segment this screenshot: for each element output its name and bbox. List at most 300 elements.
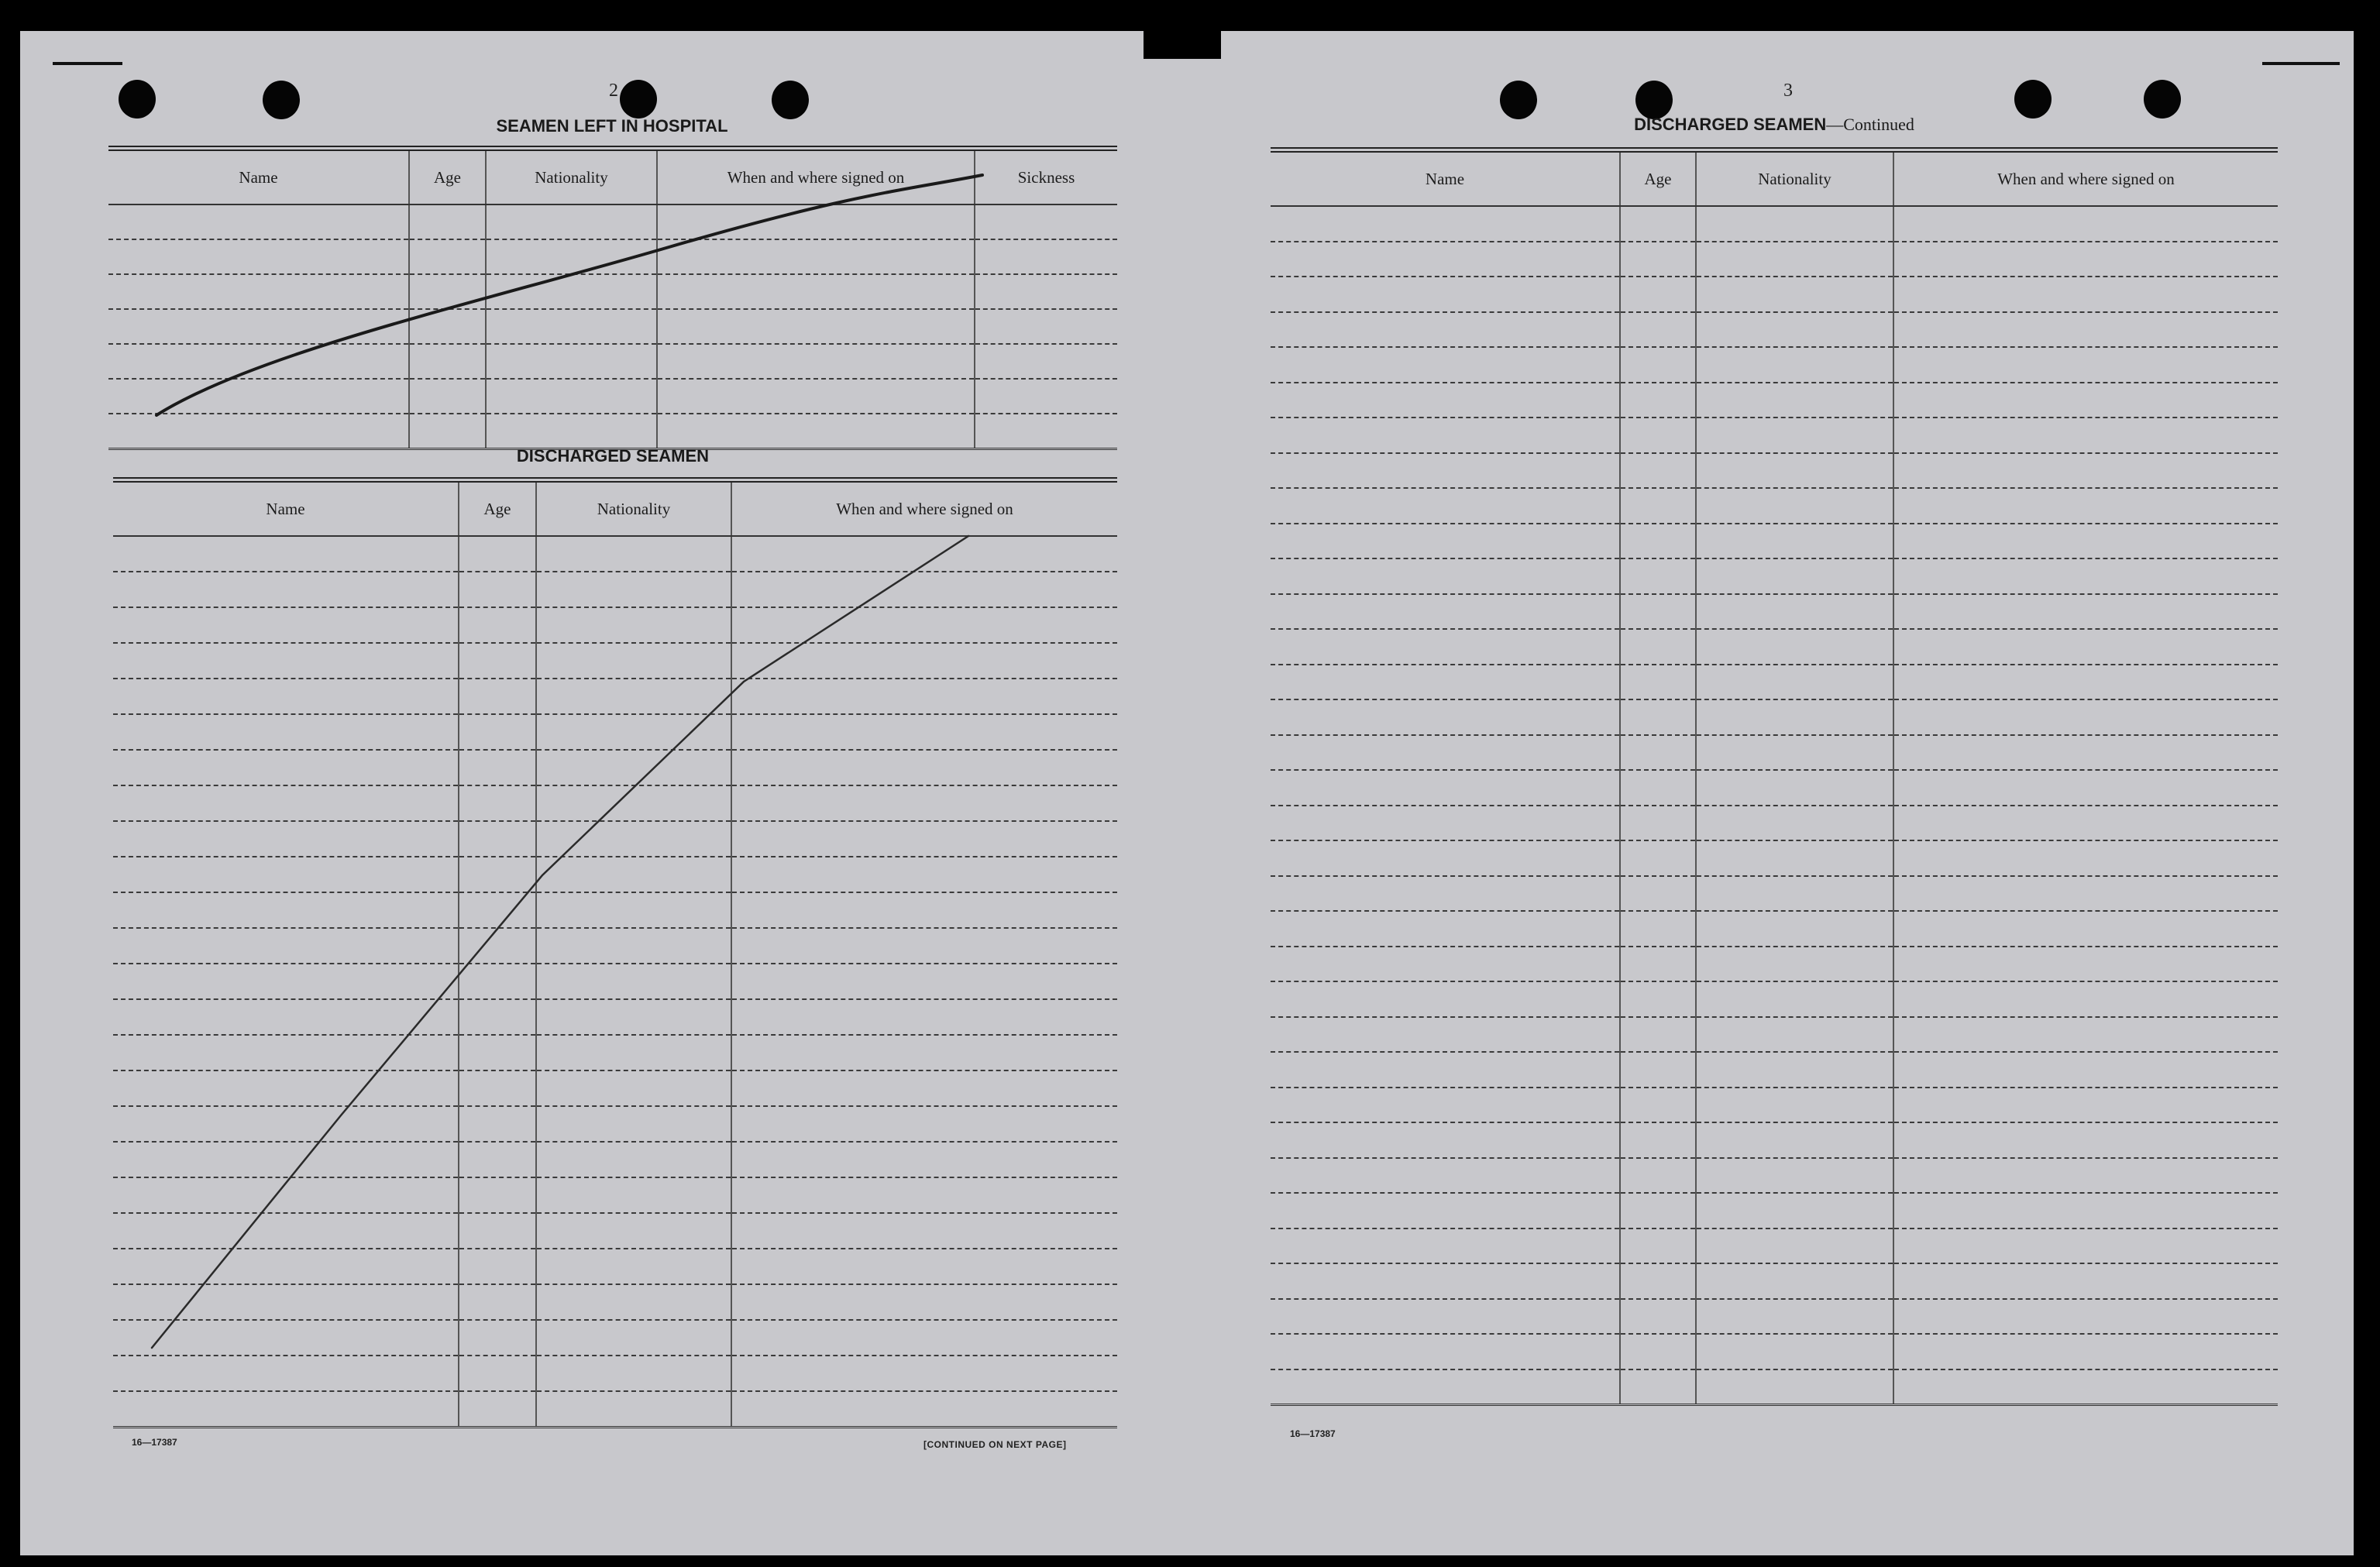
- table-cell: [1696, 418, 1893, 453]
- table-cell: [657, 274, 975, 309]
- table-cell: [1271, 383, 1620, 418]
- table-cell: [536, 999, 731, 1035]
- table-cell: [1893, 1017, 2278, 1053]
- table-cell: [113, 821, 459, 857]
- table-cell: [1696, 1229, 1893, 1264]
- table-cell: [536, 1035, 731, 1070]
- table-row: [113, 679, 1117, 714]
- table-row: [1271, 1122, 2278, 1158]
- table-cell: [1620, 981, 1696, 1017]
- table-row: [1271, 1017, 2278, 1053]
- column-header-name: Name: [108, 149, 409, 205]
- table-cell: [731, 536, 1117, 572]
- table-cell: [113, 1284, 459, 1320]
- table-cell: [731, 1391, 1117, 1427]
- table-cell: [1620, 1299, 1696, 1335]
- table-cell: [1696, 453, 1893, 489]
- table-cell: [1893, 911, 2278, 947]
- table-cell: [1620, 418, 1696, 453]
- table-row: [113, 999, 1117, 1035]
- table-cell: [731, 785, 1117, 821]
- table-cell: [1271, 558, 1620, 594]
- table-row: [113, 536, 1117, 572]
- table-cell: [1271, 1088, 1620, 1123]
- header-row: [113, 480, 1117, 537]
- hospital-table: [108, 146, 1117, 450]
- table-cell: [459, 1320, 536, 1356]
- table-cell: [459, 572, 536, 607]
- table-cell: [731, 572, 1117, 607]
- punch-hole: [1500, 81, 1537, 119]
- continued-note: [CONTINUED ON NEXT PAGE]: [923, 1439, 1067, 1450]
- table-row: [1271, 840, 2278, 876]
- table-cell: [1893, 1263, 2278, 1299]
- table-cell: [1893, 277, 2278, 312]
- table-row: [1271, 242, 2278, 277]
- table-cell: [459, 679, 536, 714]
- table-cell: [536, 679, 731, 714]
- table-row: [113, 607, 1117, 643]
- discharged-continued-table: [1271, 147, 2278, 1406]
- table-cell: [1271, 206, 1620, 242]
- table-row: [113, 1356, 1117, 1391]
- table-row: [108, 414, 1117, 448]
- table-row: [1271, 629, 2278, 665]
- table-cell: [459, 999, 536, 1035]
- table-cell: [1696, 911, 1893, 947]
- table-cell: [975, 309, 1117, 344]
- table-row: [113, 1249, 1117, 1284]
- title-bold: DISCHARGED SEAMEN: [1634, 115, 1827, 134]
- table-cell: [409, 344, 486, 379]
- table-row: [1271, 1193, 2278, 1229]
- table-cell: [459, 928, 536, 964]
- table-cell: [731, 1106, 1117, 1142]
- table-cell: [536, 1284, 731, 1320]
- table-cell: [1271, 981, 1620, 1017]
- table-cell: [459, 892, 536, 928]
- table-cell: [1271, 1263, 1620, 1299]
- table-cell: [1696, 383, 1893, 418]
- table-cell: [536, 536, 731, 572]
- table-row: [113, 1070, 1117, 1106]
- table-cell: [1620, 770, 1696, 806]
- table-cell: [486, 379, 657, 414]
- table-cell: [1271, 665, 1620, 700]
- torn-edge: [1144, 23, 1221, 59]
- table-cell: [1696, 629, 1893, 665]
- table-cell: [1271, 1193, 1620, 1229]
- table-cell: [1271, 1052, 1620, 1088]
- table-cell: [1893, 312, 2278, 348]
- table-cell: [536, 1391, 731, 1427]
- table-cell: [409, 309, 486, 344]
- table-cell: [536, 1106, 731, 1142]
- table-row: [113, 857, 1117, 892]
- table-row: [113, 750, 1117, 785]
- table-cell: [975, 414, 1117, 448]
- table-cell: [536, 821, 731, 857]
- table-cell: [731, 1070, 1117, 1106]
- table-cell: [1620, 1263, 1696, 1299]
- table-cell: [1620, 242, 1696, 277]
- column-header-name: Name: [1271, 150, 1620, 207]
- table-cell: [1893, 770, 2278, 806]
- table-cell: [1696, 665, 1893, 700]
- table-cell: [1696, 206, 1893, 242]
- table-cell: [1620, 383, 1696, 418]
- table-cell: [1271, 699, 1620, 735]
- section-title-discharged: DISCHARGED SEAMEN: [516, 446, 710, 466]
- table-cell: [536, 750, 731, 785]
- table-cell: [113, 607, 459, 643]
- table-row: [1271, 1263, 2278, 1299]
- table-cell: [1271, 629, 1620, 665]
- table-cell: [113, 999, 459, 1035]
- table-cell: [459, 1070, 536, 1106]
- table-cell: [536, 1356, 731, 1391]
- table-cell: [113, 1320, 459, 1356]
- table-cell: [113, 1142, 459, 1177]
- table-row: [113, 1035, 1117, 1070]
- table-cell: [657, 379, 975, 414]
- table-cell: [1620, 1122, 1696, 1158]
- table-cell: [1271, 1017, 1620, 1053]
- column-header-age: Age: [409, 149, 486, 205]
- table-cell: [657, 344, 975, 379]
- table-cell: [1620, 1158, 1696, 1194]
- table-cell: [459, 1177, 536, 1213]
- table-cell: [113, 1070, 459, 1106]
- table-cell: [1271, 242, 1620, 277]
- table-row: [113, 1320, 1117, 1356]
- table-cell: [1893, 1369, 2278, 1405]
- table-row: [1271, 453, 2278, 489]
- table-cell: [731, 1035, 1117, 1070]
- table-cell: [731, 821, 1117, 857]
- table-cell: [1620, 911, 1696, 947]
- table-cell: [1893, 1122, 2278, 1158]
- page-number: 2: [609, 81, 618, 101]
- punch-hole: [1635, 81, 1673, 119]
- table-cell: [113, 679, 459, 714]
- column-header-nationality: Nationality: [536, 480, 731, 537]
- table-cell: [1696, 1299, 1893, 1335]
- table-row: [1271, 806, 2278, 841]
- table-cell: [1271, 1229, 1620, 1264]
- table-cell: [1893, 1229, 2278, 1264]
- punch-hole: [2014, 80, 2052, 119]
- table-cell: [486, 344, 657, 379]
- table-row: [1271, 383, 2278, 418]
- table-cell: [459, 1249, 536, 1284]
- table-cell: [1271, 418, 1620, 453]
- table-cell: [731, 750, 1117, 785]
- table-cell: [459, 750, 536, 785]
- table-cell: [113, 1213, 459, 1249]
- table-cell: [1696, 312, 1893, 348]
- table-cell: [113, 928, 459, 964]
- table-cell: [1271, 277, 1620, 312]
- table-row: [113, 1142, 1117, 1177]
- table-cell: [108, 414, 409, 448]
- table-cell: [108, 204, 409, 239]
- table-cell: [1271, 806, 1620, 841]
- table-cell: [1620, 347, 1696, 383]
- table-cell: [536, 1142, 731, 1177]
- table-row: [108, 379, 1117, 414]
- table-cell: [536, 714, 731, 750]
- table-cell: [536, 643, 731, 679]
- table-row: [1271, 947, 2278, 982]
- table-row: [1271, 876, 2278, 912]
- table-cell: [113, 964, 459, 999]
- header-row: [108, 149, 1117, 205]
- table-cell: [657, 239, 975, 274]
- table-cell: [1893, 1088, 2278, 1123]
- table-cell: [409, 414, 486, 448]
- table-cell: [459, 1213, 536, 1249]
- table-cell: [1893, 594, 2278, 630]
- table-cell: [108, 344, 409, 379]
- section-title-discharged-continued: [1271, 115, 2278, 135]
- table-cell: [1893, 629, 2278, 665]
- table-cell: [536, 785, 731, 821]
- table-cell: [459, 536, 536, 572]
- table-cell: [409, 274, 486, 309]
- table-row: [113, 714, 1117, 750]
- column-header-signed-on: When and where signed on: [657, 149, 975, 205]
- table-cell: [113, 857, 459, 892]
- column-header-nationality: Nationality: [1696, 150, 1893, 207]
- table-cell: [731, 857, 1117, 892]
- table-cell: [975, 379, 1117, 414]
- page-number: 3: [1783, 81, 1793, 101]
- table-cell: [1696, 947, 1893, 982]
- table-cell: [1893, 840, 2278, 876]
- table-cell: [1696, 1158, 1893, 1194]
- table-row: [113, 821, 1117, 857]
- table-cell: [1620, 1088, 1696, 1123]
- table-cell: [536, 607, 731, 643]
- table-cell: [536, 964, 731, 999]
- table-cell: [1696, 806, 1893, 841]
- table-cell: [731, 999, 1117, 1035]
- table-cell: [1620, 1229, 1696, 1264]
- table-cell: [1893, 1334, 2278, 1369]
- table-cell: [1696, 770, 1893, 806]
- table-cell: [1271, 1369, 1620, 1405]
- table-cell: [731, 1284, 1117, 1320]
- table-cell: [113, 536, 459, 572]
- punch-hole: [2144, 80, 2181, 119]
- table-cell: [1696, 1263, 1893, 1299]
- table-cell: [1893, 524, 2278, 559]
- table-row: [1271, 981, 2278, 1017]
- table-cell: [459, 607, 536, 643]
- table-cell: [459, 1142, 536, 1177]
- table-cell: [1271, 524, 1620, 559]
- table-cell: [108, 274, 409, 309]
- table-cell: [731, 1320, 1117, 1356]
- table-cell: [1271, 735, 1620, 771]
- table-row: [1271, 735, 2278, 771]
- column-header-sickness: Sickness: [975, 149, 1117, 205]
- table-cell: [731, 1249, 1117, 1284]
- table-cell: [536, 928, 731, 964]
- table-cell: [1620, 840, 1696, 876]
- table-row: [113, 1391, 1117, 1427]
- table-cell: [1696, 594, 1893, 630]
- table-cell: [1893, 383, 2278, 418]
- table-row: [1271, 665, 2278, 700]
- table-cell: [975, 204, 1117, 239]
- header-row: [1271, 150, 2278, 207]
- table-cell: [536, 1249, 731, 1284]
- table-row: [1271, 277, 2278, 312]
- table-cell: [731, 1142, 1117, 1177]
- table-cell: [459, 1035, 536, 1070]
- table-cell: [1893, 876, 2278, 912]
- table-cell: [1271, 947, 1620, 982]
- table-cell: [113, 785, 459, 821]
- table-cell: [975, 344, 1117, 379]
- table-cell: [731, 928, 1117, 964]
- table-row: [113, 1284, 1117, 1320]
- table-row: [1271, 488, 2278, 524]
- table-cell: [1696, 876, 1893, 912]
- table-cell: [731, 892, 1117, 928]
- table-cell: [657, 309, 975, 344]
- table-row: [113, 785, 1117, 821]
- table-row: [1271, 1369, 2278, 1405]
- column-header-age: Age: [1620, 150, 1696, 207]
- table-cell: [1696, 347, 1893, 383]
- table-row: [1271, 524, 2278, 559]
- table-cell: [1271, 488, 1620, 524]
- table-cell: [486, 309, 657, 344]
- table-cell: [1893, 453, 2278, 489]
- table-cell: [1893, 1193, 2278, 1229]
- table-cell: [1271, 840, 1620, 876]
- section-title-hospital: SEAMEN LEFT IN HOSPITAL: [496, 116, 728, 136]
- table-row: [1271, 1158, 2278, 1194]
- table-cell: [1696, 1369, 1893, 1405]
- table-cell: [113, 1356, 459, 1391]
- table-cell: [1893, 558, 2278, 594]
- table-cell: [459, 714, 536, 750]
- table-cell: [459, 964, 536, 999]
- table-cell: [1620, 1052, 1696, 1088]
- table-cell: [1271, 1158, 1620, 1194]
- table-cell: [731, 964, 1117, 999]
- table-cell: [731, 643, 1117, 679]
- table-cell: [1620, 699, 1696, 735]
- table-cell: [459, 1356, 536, 1391]
- column-header-nationality: Nationality: [486, 149, 657, 205]
- column-header-signed-on: When and where signed on: [731, 480, 1117, 537]
- table-cell: [1696, 699, 1893, 735]
- edge-mark: [2262, 62, 2340, 65]
- table-cell: [113, 1249, 459, 1284]
- table-cell: [1893, 242, 2278, 277]
- table-row: [1271, 770, 2278, 806]
- table-cell: [1271, 1334, 1620, 1369]
- edge-mark: [53, 62, 122, 65]
- table-cell: [113, 714, 459, 750]
- table-cell: [113, 750, 459, 785]
- table-row: [108, 274, 1117, 309]
- table-cell: [113, 1106, 459, 1142]
- table-cell: [1696, 277, 1893, 312]
- table-cell: [486, 204, 657, 239]
- table-cell: [1271, 911, 1620, 947]
- table-cell: [1696, 488, 1893, 524]
- table-cell: [459, 857, 536, 892]
- table-cell: [108, 379, 409, 414]
- table-cell: [1620, 453, 1696, 489]
- table-cell: [1271, 1122, 1620, 1158]
- table-cell: [108, 309, 409, 344]
- table-cell: [1271, 594, 1620, 630]
- table-cell: [1696, 1122, 1893, 1158]
- table-cell: [1271, 453, 1620, 489]
- table-cell: [1893, 206, 2278, 242]
- title-suffix: —Continued: [1826, 115, 1914, 134]
- table-cell: [1893, 1052, 2278, 1088]
- table-cell: [975, 274, 1117, 309]
- table-cell: [1620, 629, 1696, 665]
- table-cell: [1893, 418, 2278, 453]
- table-row: [113, 643, 1117, 679]
- table-cell: [731, 607, 1117, 643]
- table-cell: [1696, 558, 1893, 594]
- table-cell: [1696, 840, 1893, 876]
- table-cell: [1620, 1193, 1696, 1229]
- table-cell: [1893, 665, 2278, 700]
- table-cell: [113, 572, 459, 607]
- table-cell: [731, 679, 1117, 714]
- table-row: [108, 239, 1117, 274]
- form-number: 16—17387: [132, 1437, 177, 1448]
- table-cell: [1620, 947, 1696, 982]
- table-cell: [975, 239, 1117, 274]
- table-cell: [1620, 524, 1696, 559]
- table-cell: [1271, 1299, 1620, 1335]
- table-row: [1271, 418, 2278, 453]
- table-row: [1271, 1052, 2278, 1088]
- table-cell: [486, 274, 657, 309]
- table-cell: [1620, 1369, 1696, 1405]
- table-cell: [657, 414, 975, 448]
- table-cell: [1620, 876, 1696, 912]
- table-cell: [113, 1391, 459, 1427]
- table-cell: [536, 1320, 731, 1356]
- table-row: [1271, 1088, 2278, 1123]
- table-cell: [409, 239, 486, 274]
- table-row: [1271, 206, 2278, 242]
- table-cell: [1271, 347, 1620, 383]
- table-cell: [1620, 558, 1696, 594]
- table-cell: [486, 239, 657, 274]
- table-cell: [1696, 1334, 1893, 1369]
- table-cell: [409, 379, 486, 414]
- table-cell: [459, 643, 536, 679]
- table-cell: [459, 1391, 536, 1427]
- table-row: [113, 1213, 1117, 1249]
- table-cell: [536, 1177, 731, 1213]
- table-row: [113, 892, 1117, 928]
